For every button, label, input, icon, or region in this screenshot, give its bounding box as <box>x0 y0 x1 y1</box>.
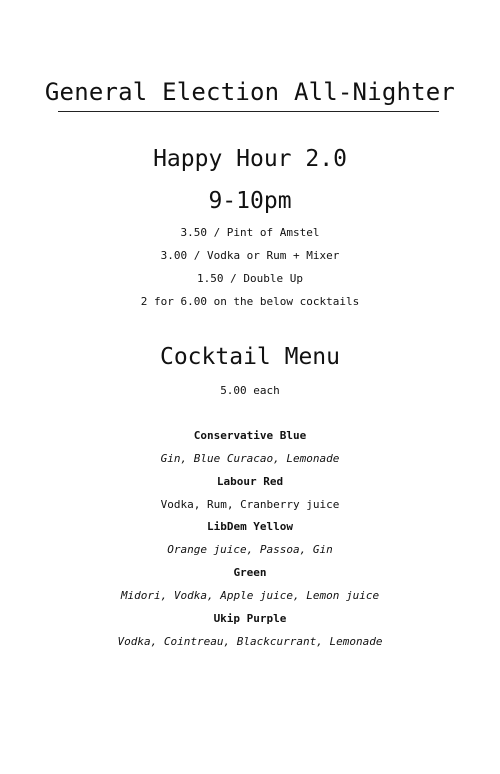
cocktail-name: Ukip Purple <box>213 612 287 625</box>
happy-hour-time: 9-10pm <box>208 188 292 214</box>
offer-item: 2 for 6.00 on the below cocktails <box>140 295 360 308</box>
cocktail-ingredients: Gin, Blue Curacao, Lemonade <box>160 452 340 465</box>
cocktail-ingredients: Orange juice, Passoa, Gin <box>167 543 333 556</box>
offer-item: 3.00 / Vodka or Rum + Mixer <box>160 249 340 262</box>
cocktail-name: Conservative Blue <box>193 429 307 442</box>
cocktail-price: 5.00 each <box>220 384 280 397</box>
happy-hour-heading: Happy Hour 2.0 <box>153 146 347 172</box>
page-title: General Election All-Nighter <box>44 78 456 106</box>
cocktail-ingredients: Midori, Vodka, Apple juice, Lemon juice <box>120 589 380 602</box>
offer-item: 3.50 / Pint of Amstel <box>180 226 320 239</box>
offer-item: 1.50 / Double Up <box>197 272 303 285</box>
cocktail-ingredients: Vodka, Rum, Cranberry juice <box>160 498 340 511</box>
cocktail-name: Labour Red <box>216 475 284 488</box>
cocktail-menu-heading: Cocktail Menu <box>159 344 340 370</box>
title-divider <box>58 111 439 112</box>
cocktail-name: LibDem Yellow <box>206 520 294 533</box>
cocktail-ingredients: Vodka, Cointreau, Blackcurrant, Lemonade <box>117 635 383 648</box>
cocktail-name: Green <box>233 566 267 579</box>
